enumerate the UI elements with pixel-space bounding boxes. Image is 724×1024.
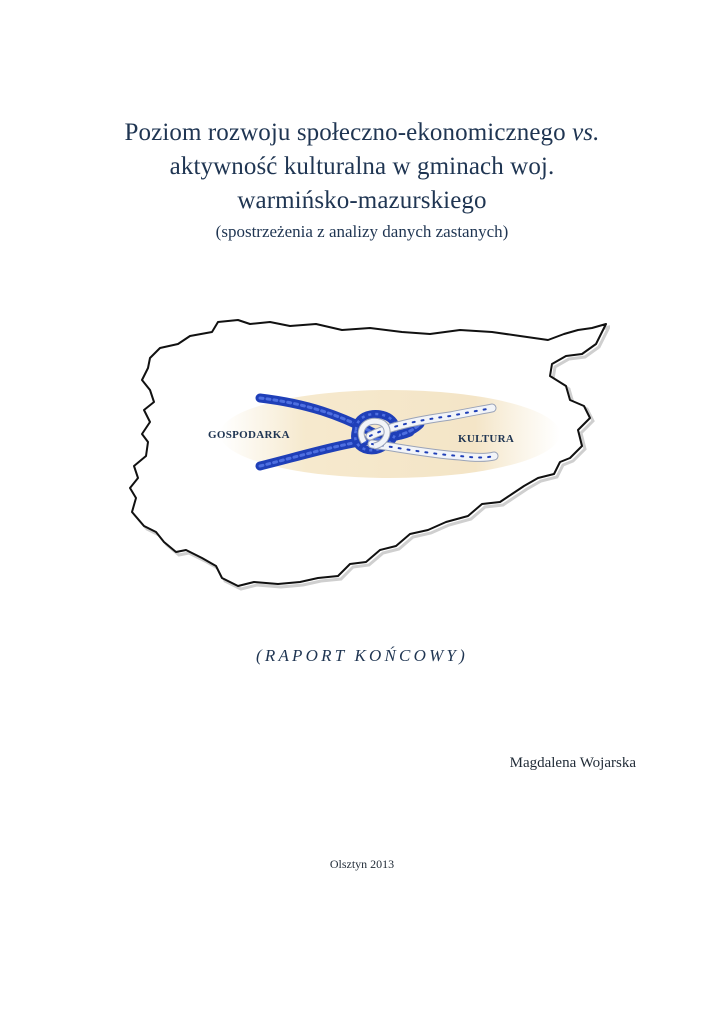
title-line-1-text: Poziom rozwoju społeczno-ekonomicznego [124, 119, 573, 146]
region-map-illustration [120, 306, 610, 596]
title-line-2: aktywność kulturalna w gminach woj. [169, 153, 555, 180]
report-label: (RAPORT KOŃCOWY) [256, 646, 468, 665]
title-line-3: warmińsko-mazurskiego [237, 187, 487, 214]
author-name: Magdalena Wojarska [509, 755, 636, 771]
map-label-gospodarka: GOSPODARKA [208, 429, 290, 441]
place-and-year: Olsztyn 2013 [329, 857, 395, 871]
title-vs: vs. [572, 119, 600, 146]
map-label-kultura: KULTURA [458, 433, 515, 445]
cover-illustration [120, 306, 610, 596]
title-block [0, 116, 724, 244]
subtitle: (spostrzeżenia z analizy danych zastanych) [215, 222, 509, 241]
title-line-1 [0, 116, 724, 150]
